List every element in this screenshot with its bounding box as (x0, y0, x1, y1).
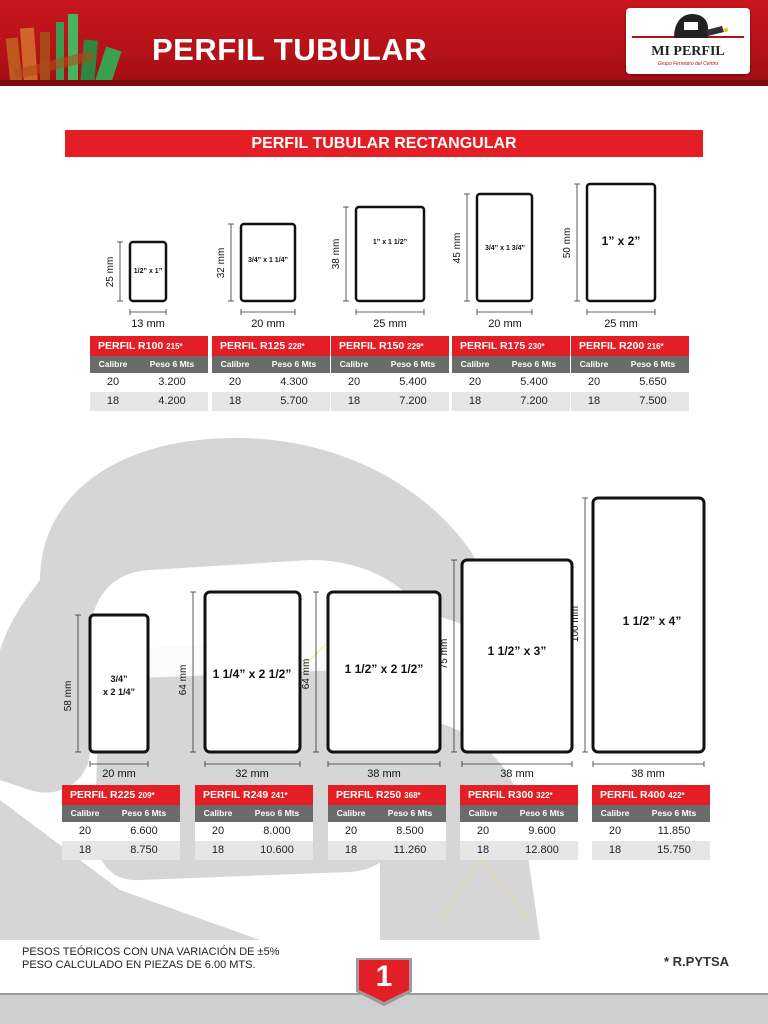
r150-width-label: 25 mm (373, 318, 407, 330)
table-row: 18 4.200 (90, 392, 208, 411)
footnote-line-1: PESOS TEÓRICOS CON UNA VARIACIÓN DE ±5% (22, 946, 280, 958)
r175-width-label: 20 mm (488, 318, 522, 330)
logo-name: MI PERFIL (651, 44, 725, 59)
table-row: 18 7.200 (331, 392, 449, 411)
table-title: PERFIL R250 368* (328, 785, 446, 805)
table-r300 (460, 785, 578, 860)
r225-width-label: 20 mm (102, 768, 136, 780)
table-header: Calibre Peso 6 Mts (452, 356, 570, 373)
r125-size-label: 3/4” x 1 1/4” (247, 257, 289, 264)
footnote-line-2: PESO CALCULADO EN PIEZAS DE 6.00 MTS. (22, 959, 256, 971)
table-row: 18 15.750 (592, 841, 710, 860)
table-row: 18 5.700 (212, 392, 330, 411)
r100-size-label: 1/2” x 1” (133, 268, 163, 275)
table-title: PERFIL R400 422* (592, 785, 710, 805)
page-title: PERFIL TUBULAR (152, 32, 428, 67)
r225-height-label: 58 mm (63, 680, 74, 712)
table-r250 (328, 785, 446, 860)
r125-width-label: 20 mm (251, 318, 285, 330)
table-title: PERFIL R125 228* (212, 336, 330, 356)
r300-size-label: 1 1/2” x 3” (487, 644, 547, 658)
table-r200 (571, 336, 689, 411)
table-r150 (331, 336, 449, 411)
r100-height-label: 25 mm (105, 256, 116, 288)
r249-size-label: 1 1/4” x 2 1/2” (212, 667, 292, 681)
r175-size-label: 3/4” x 1 3/4” (484, 245, 526, 252)
table-row: 20 4.300 (212, 373, 330, 392)
r300-width-label: 38 mm (500, 768, 534, 780)
table-header: Calibre Peso 6 Mts (328, 805, 446, 822)
table-r100 (90, 336, 208, 411)
table-header: Calibre Peso 6 Mts (90, 356, 208, 373)
table-row: 20 5.400 (452, 373, 570, 392)
r150-height-label: 38 mm (331, 238, 342, 270)
table-header: Calibre Peso 6 Mts (571, 356, 689, 373)
table-header: Calibre Peso 6 Mts (195, 805, 313, 822)
table-row: 18 7.200 (452, 392, 570, 411)
r300-height-label: 75 mm (439, 638, 450, 670)
table-row: 20 11.850 (592, 822, 710, 841)
table-r225 (62, 785, 180, 860)
r250-width-label: 38 mm (367, 768, 401, 780)
table-title: PERFIL R175 230* (452, 336, 570, 356)
table-header: Calibre Peso 6 Mts (331, 356, 449, 373)
r249-width-label: 32 mm (235, 768, 269, 780)
table-r175 (452, 336, 570, 411)
table-row: 20 8.500 (328, 822, 446, 841)
r250-height-label: 64 mm (301, 658, 312, 690)
table-title: PERFIL R150 229* (331, 336, 449, 356)
table-r249 (195, 785, 313, 860)
table-title: PERFIL R200 216* (571, 336, 689, 356)
weight-footnote (22, 946, 279, 972)
r200-size-label: 1” x 2” (601, 234, 641, 248)
page-number: 1 (375, 960, 393, 993)
table-row: 18 11.260 (328, 841, 446, 860)
r175-height-label: 45 mm (452, 232, 463, 264)
table-header: Calibre Peso 6 Mts (212, 356, 330, 373)
table-r400 (592, 785, 710, 860)
r249-height-label: 64 mm (178, 664, 189, 696)
r150-size-label: 1” x 1 1/2” (372, 239, 408, 246)
section-title: PERFIL TUBULAR RECTANGULAR (65, 130, 703, 157)
table-row: 20 9.600 (460, 822, 578, 841)
r400-height-label: 100 mm (570, 605, 581, 643)
table-title: PERFIL R100 215* (90, 336, 208, 356)
table-header: Calibre Peso 6 Mts (460, 805, 578, 822)
table-row: 20 8.000 (195, 822, 313, 841)
profile-r150-shape (356, 207, 424, 301)
table-row: 20 6.600 (62, 822, 180, 841)
table-title: PERFIL R249 241* (195, 785, 313, 805)
table-row: 20 5.650 (571, 373, 689, 392)
table-header: Calibre Peso 6 Mts (62, 805, 180, 822)
table-header: Calibre Peso 6 Mts (592, 805, 710, 822)
r400-size-label: 1 1/2” x 4” (622, 614, 682, 628)
r125-height-label: 32 mm (216, 247, 227, 279)
table-title: PERFIL R225 209* (62, 785, 180, 805)
r225-size-label-line1: 3/4” (110, 674, 128, 684)
table-r125 (212, 336, 330, 411)
r200-height-label: 50 mm (562, 227, 573, 259)
table-row: 20 5.400 (331, 373, 449, 392)
table-row: 18 12.800 (460, 841, 578, 860)
table-row: 18 7.500 (571, 392, 689, 411)
table-row: 18 10.600 (195, 841, 313, 860)
r100-width-label: 13 mm (131, 318, 165, 330)
r250-size-label: 1 1/2” x 2 1/2” (344, 662, 424, 676)
table-title: PERFIL R300 322* (460, 785, 578, 805)
r225-size-label-line2: x 2 1/4” (102, 687, 136, 697)
r200-width-label: 25 mm (604, 318, 638, 330)
table-row: 20 3.200 (90, 373, 208, 392)
table-row: 18 8.750 (62, 841, 180, 860)
r400-width-label: 38 mm (631, 768, 665, 780)
logo-subtitle: Grupo Ferretero del Centro (657, 61, 719, 67)
rpytsa-note: * R.PYTSA (664, 954, 730, 969)
